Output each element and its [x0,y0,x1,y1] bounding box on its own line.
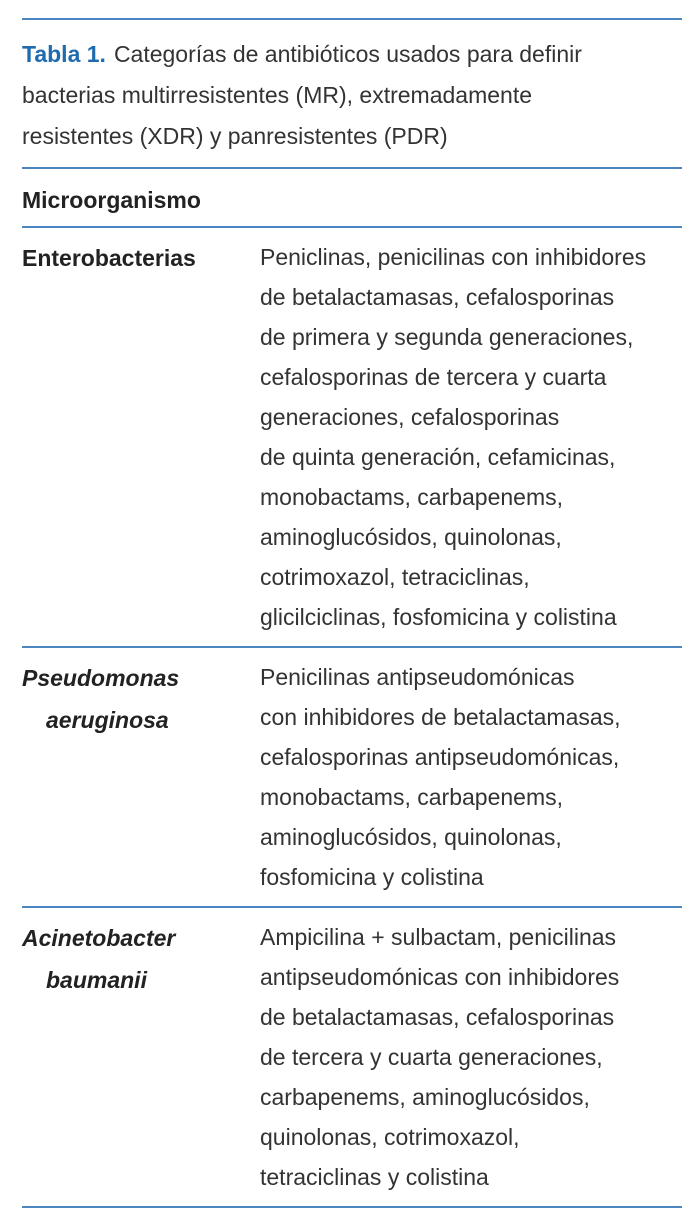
organism-cell [22,917,260,1001]
antibiotics-line: cefalosporinas antipseudomónicas, [260,744,620,770]
table-label: Tabla 1. [22,41,106,67]
antibiotics-line: de betalactamasas, cefalosporinas [260,1004,615,1030]
antibiotics-cell [260,657,682,897]
antibiotics-line: de quinta generación, cefamicinas, [260,444,616,470]
antibiotics-cell [260,237,682,637]
antibiotics-line: Peniclinas, penicilinas con inhibidores [260,244,647,270]
table-container [22,18,682,1208]
antibiotics-line: tetraciclinas y colistina [260,1164,489,1190]
antibiotics-line: antipseudomónicas con inhibidores [260,964,620,990]
caption-line-1: Categorías de antibióticos usados para definir [113,41,582,67]
table-row-acinetobacter [22,908,682,1206]
antibiotics-line: monobactams, carbapenems, [260,784,563,810]
antibiotics-line: fosfomicina y colistina [260,864,484,890]
organism-name-line2: baumanii [46,967,147,993]
antibiotics-line: quinolonas, cotrimoxazol, [260,1124,520,1150]
caption-line-3: resistentes (XDR) y panresistentes (PDR) [22,123,448,149]
caption-line-2: bacterias multirresistentes (MR), extremadamente [22,82,532,108]
antibiotics-line: con inhibidores de betalactamasas, [260,704,621,730]
antibiotics-line: aminoglucósidos, quinolonas, [260,524,562,550]
antibiotics-line: cotrimoxazol, tetraciclinas, [260,564,530,590]
antibiotics-line: de tercera y cuarta generaciones, [260,1044,603,1070]
antibiotics-line: generaciones, cefalosporinas [260,404,560,430]
antibiotics-line: carbapenems, aminoglucósidos, [260,1084,590,1110]
organism-name: Pseudomonas [22,665,180,691]
organism-cell [22,657,260,741]
organism-name: Enterobacterias [22,245,196,271]
organism-cell [22,237,260,279]
organism-name-line2: aeruginosa [46,707,169,733]
antibiotics-line: Penicilinas antipseudomónicas [260,664,575,690]
column-header: Microorganismo [22,187,201,213]
antibiotics-line: de primera y segunda generaciones, [260,324,634,350]
table-row-enterobacterias [22,228,682,646]
antibiotics-line: cefalosporinas de tercera y cuarta [260,364,607,390]
antibiotics-line: Ampicilina + sulbactam, penicilinas [260,924,617,950]
organism-name: Acinetobacter [22,925,176,951]
antibiotics-line: glicilciclinas, fosfomicina y colistina [260,604,617,630]
antibiotics-line: de betalactamasas, cefalosporinas [260,284,615,310]
antibiotics-line: monobactams, carbapenems, [260,484,563,510]
antibiotics-line: aminoglucósidos, quinolonas, [260,824,562,850]
table-row-pseudomonas [22,648,682,906]
antibiotics-cell [260,917,682,1197]
table-caption [22,20,682,167]
